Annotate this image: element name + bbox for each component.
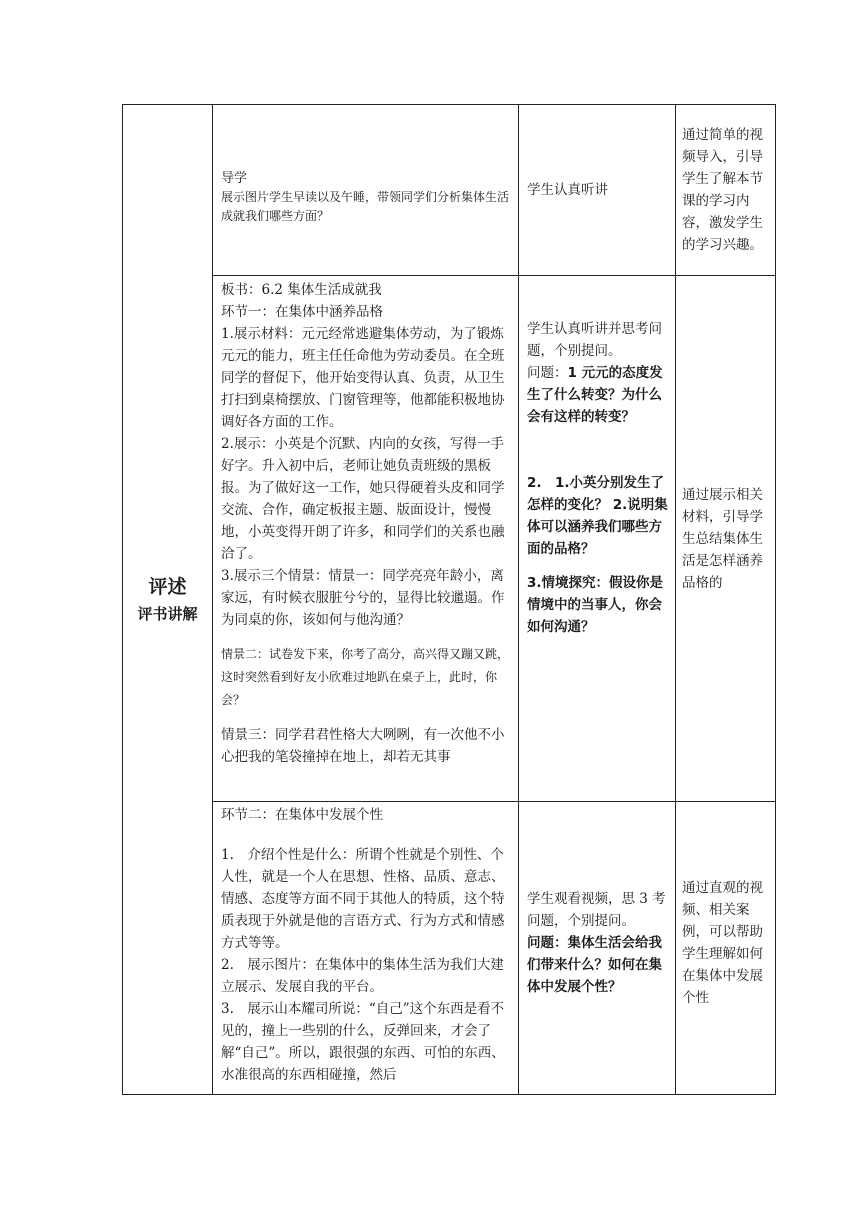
student-intro: 学生观看视频，思 3 考问题，个别提问。: [527, 891, 666, 929]
scenario-one: 3.展示三个情景：情景一：同学亮亮年龄小，离家远，有时候衣服脏兮兮的，显得比较邋遢。作为同桌的你，该如何与他沟通？: [221, 568, 505, 628]
material-two: 2.展示：小英是个沉默、内向的女孩，写得一手好字。升入初中后，老师让她负责班级的黑板报。为了做好这一工作，她只得硬着头皮和同学交流、合作，确定板报主题、版面设计，慢慢地，小英变得开朗了许多，和同学们的关系也融洽了。: [221, 436, 505, 562]
scenario-three: 情景三：同学君君性格大大咧咧，有一次他不小心把我的笔袋撞掉在地上，却若无其事: [221, 727, 505, 765]
table-row: [123, 105, 776, 276]
table-row: [123, 802, 776, 1095]
table-row: [123, 276, 776, 802]
board-title: 板书：6.2 集体生活成就我: [221, 282, 382, 298]
personality-intro: 1. 介绍个性是什么：所谓个性就是个别性、个人性，就是一个人在思想、性格、品质、意志、情感、态度等方面不同于其他人的特质，这个特质表现于外就是他的言语方式、行为方式和情感方式等等。: [221, 847, 505, 951]
material-one: 1.展示材料：元元经常逃避集体劳动，为了锻炼元元的能力，班主任任命他为劳动委员。在全班同学的督促下，他开始变得认真、负责，从卫生打扫到桌椅摆放、门窗管理等，他都能积极地协调好各方面的工作。: [221, 326, 505, 430]
student-listen-text: 学生认真听讲: [527, 182, 608, 198]
side-label-cell: [123, 105, 213, 1095]
side-title: 评述: [148, 575, 187, 598]
section-two-title: 环节二：在集体中发展个性: [221, 807, 383, 823]
teacher-activity-cell: [213, 802, 519, 1095]
purpose-cell: [676, 276, 776, 802]
yamamoto-quote: 3. 展示山本耀司所说：“自己”这个东西是看不见的，撞上一些别的什么，反弹回来，才会了解“自己”。所以，跟很强的东西、可怕的东西、水准很高的东西相碰撞，然后: [221, 1001, 505, 1083]
question-label: 问题：: [527, 365, 568, 381]
scenario-two: 情景二：试卷发下来，你考了高分，高兴得又蹦又跳，这时突然看到好友小欣难过地趴在桌子上，此时，你会？: [221, 647, 510, 707]
purpose-text: 通过展示相关材料，引导学生总结集体生活是怎样涵养品格的: [682, 486, 763, 591]
guide-title: 导学: [221, 170, 248, 186]
purpose-cell: [676, 105, 776, 276]
teacher-activity-cell: [213, 276, 519, 802]
student-activity-cell: [519, 276, 676, 802]
student-activity-cell: [519, 802, 676, 1095]
question-one: 1 元元的态度发生了什么转变？为什么会有这样的转变？: [527, 365, 663, 425]
student-activity-cell: [519, 105, 676, 276]
section-one-title: 环节一：在集体中涵养品格: [221, 304, 383, 320]
student-intro: 学生认真听讲并思考问题，个别提问。: [527, 321, 662, 359]
question-three: 3.情境探究：假设你是情境中的当事人，你会如何沟通？: [527, 575, 664, 635]
purpose-text: 通过直观的视频、相关案例，可以帮助学生理解如何在集体中发展个性: [682, 880, 763, 1006]
purpose-text: 通过简单的视频导入，引导学生了解本节课的学习内容，激发学生的学习兴趣。: [682, 127, 763, 253]
guide-text: 展示图片学生早读以及午睡，带领同学们分析集体生活成就我们哪些方面？: [221, 189, 510, 223]
picture-display: 2. 展示图片：在集体中的集体生活为我们大建立展示、发展自我的平台。: [221, 957, 504, 995]
lesson-plan-table: [122, 104, 776, 1095]
side-subtitle: 评书讲解: [137, 604, 198, 623]
question: 问题：集体生活会给我们带来什么？如何在集体中发展个性？: [527, 935, 662, 995]
teacher-activity-cell: [213, 105, 519, 276]
purpose-cell: [676, 802, 776, 1095]
question-two: 2. 1.小英分别发生了怎样的变化？ 2.说明集体可以涵养我们哪些方面的品格？: [527, 475, 668, 557]
